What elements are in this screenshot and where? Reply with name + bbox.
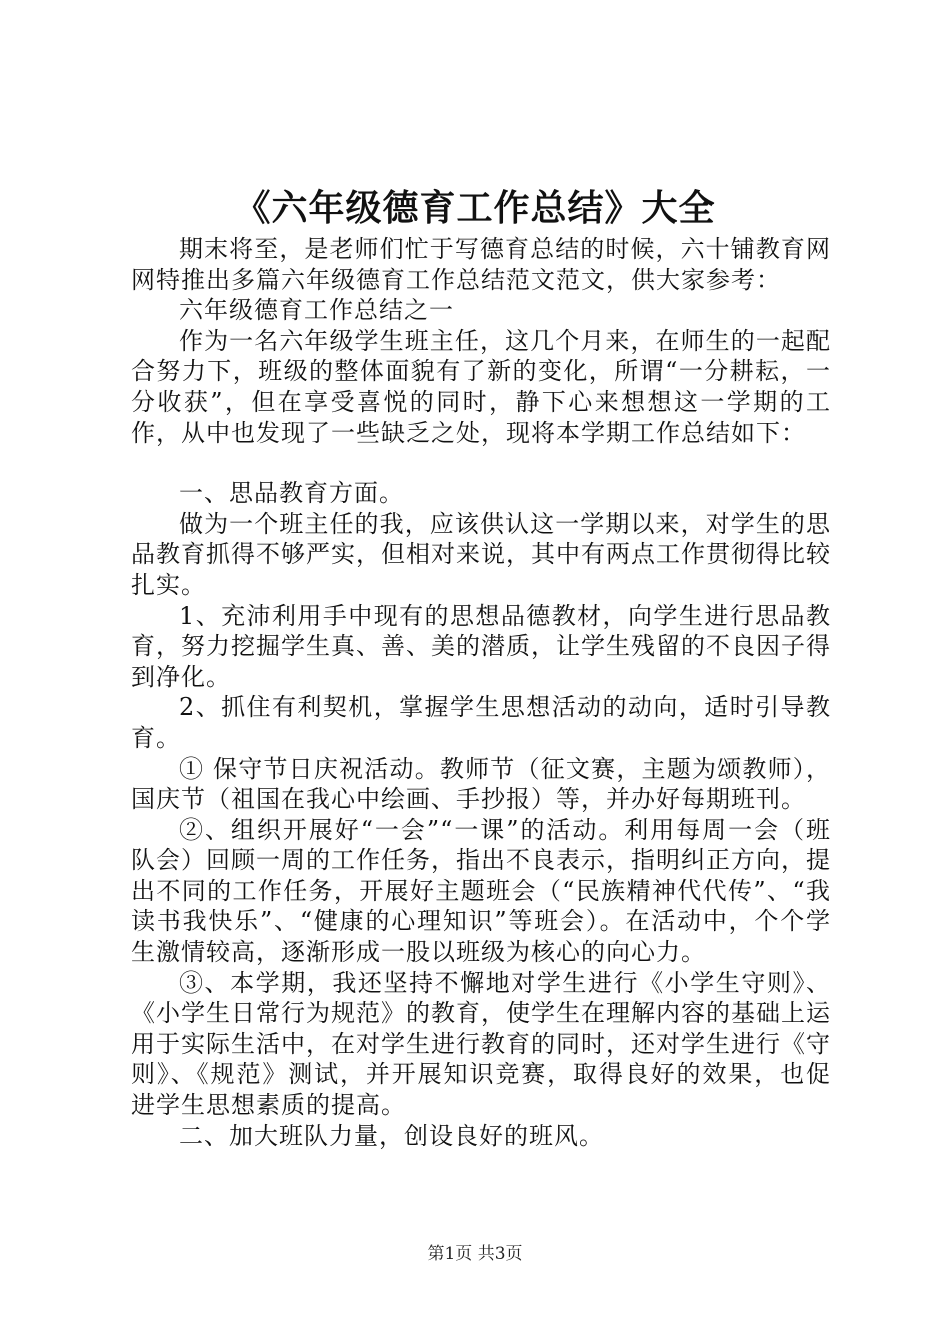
list-item: 2、抓住有利契机，掌握学生思想活动的动向，适时引导教育。	[131, 693, 831, 752]
list-item: ① 保守节日庆祝活动。教师节（征文赛，主题为颂教师），国庆节（祖国在我心中绘画、手抄报）等，并办好每期班刊。	[131, 754, 831, 814]
section-heading: 二、加大班队力量，创设良好的班风。	[179, 1121, 604, 1150]
section-heading: 六年级德育工作总结之一	[179, 296, 454, 325]
list-item: 1、充沛利用手中现有的思想品德教材，向学生进行思品教育，努力挖掘学生真、善、美的潜质，让学生残留的不良因子得到净化。	[131, 601, 831, 691]
section-heading: 一、思品教育方面。	[179, 479, 404, 508]
body-paragraph: 作为一名六年级学生班主任，这几个月来，在师生的一起配合努力下，班级的整体面貌有了新的变化，所谓“一分耕耘，一分收获”，但在享受喜悦的同时，静下心来想想这一学期的工作，从中也发现了一些缺乏之处，现将本学期工作总结如下：	[131, 326, 831, 447]
body-paragraph: 做为一个班主任的我，应该供认这一学期以来，对学生的思品教育抓得不够严实，但相对来说，其中有两点工作贯彻得比较扎实。	[131, 509, 831, 599]
list-item: ②、组织开展好“一会”“一课”的活动。利用每周一会（班队会）回顾一周的工作任务，指出不良表示，指明纠正方向，提出不同的工作任务，开展好主题班会（“民族精神代代传”、“我读书我快乐”、“健康的心理知识”等班会）。在活动中，个个学生激情较高，逐渐形成一股以班级为核心的向心力。	[131, 815, 831, 967]
list-item: ③、本学期，我还坚持不懈地对学生进行《小学生守则》、《小学生日常行为规范》的教育，使学生在理解内容的基础上运用于实际生活中，在对学生进行教育的同时，还对学生进行《守则》、《规范》测试，并开展知识竞赛，取得良好的效果，也促进学生思想素质的提高。	[131, 968, 831, 1120]
document-title: 《六年级德育工作总结》大全	[234, 187, 716, 229]
document-body	[131, 234, 831, 1151]
intro-paragraph: 期末将至，是老师们忙于写德育总结的时候，六十铺教育网网特推出多篇六年级德育工作总结范文范文，供大家参考：	[131, 235, 831, 294]
page-footer: 第1页 共3页	[427, 1244, 523, 1264]
